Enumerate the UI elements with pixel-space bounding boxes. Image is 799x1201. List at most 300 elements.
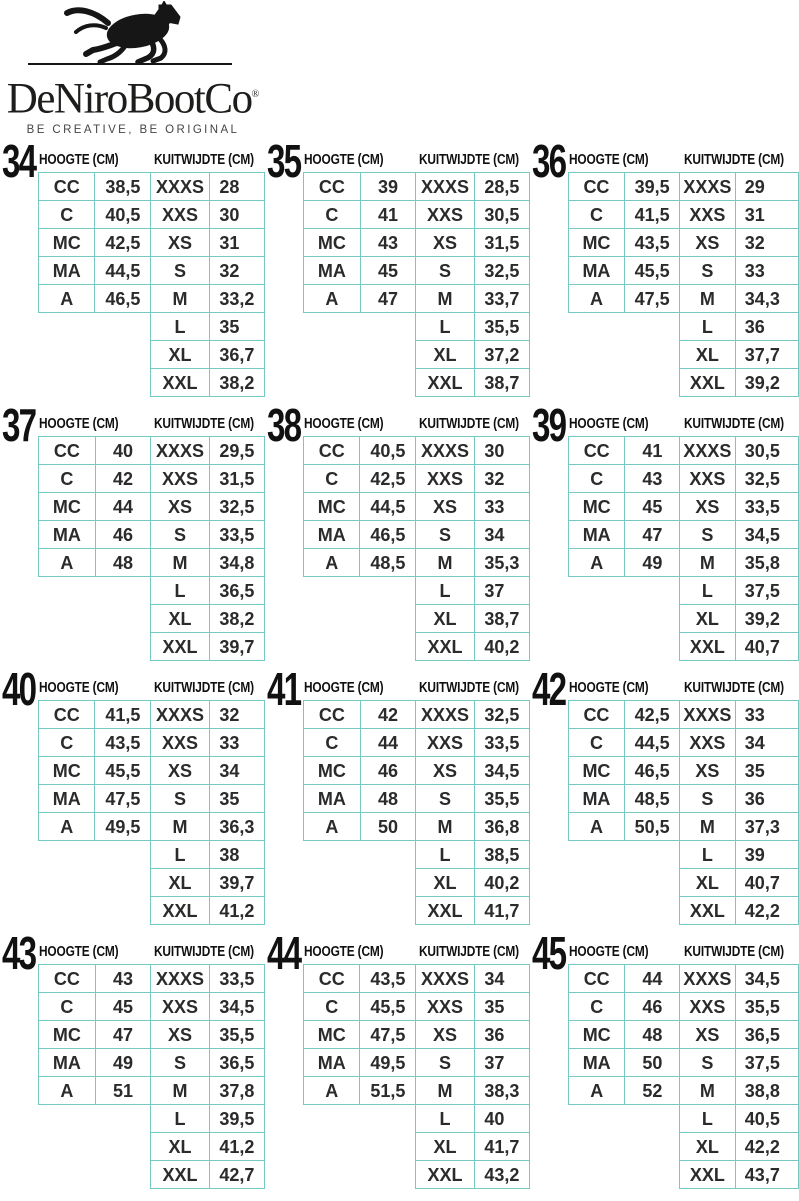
calf-value: 38,2 bbox=[210, 369, 265, 397]
table-row bbox=[39, 965, 151, 993]
calf-row-label: XS bbox=[679, 1021, 735, 1049]
calf-row-label: S bbox=[415, 521, 475, 549]
height-value: 46,5 bbox=[624, 757, 679, 785]
table-row bbox=[39, 813, 151, 841]
height-row-label: MC bbox=[569, 229, 625, 257]
height-row-label: MC bbox=[304, 757, 361, 785]
height-row-label: MC bbox=[39, 1021, 96, 1049]
table-row bbox=[150, 813, 264, 841]
height-table-header: HOOGTE (CM) bbox=[569, 944, 649, 960]
table-row bbox=[304, 965, 416, 993]
height-value: 44,5 bbox=[95, 257, 151, 285]
table-row bbox=[415, 229, 529, 257]
calf-value: 36,5 bbox=[210, 1049, 265, 1077]
calf-table-header: KUITWIJDTE (CM) bbox=[419, 680, 519, 696]
calf-value: 31 bbox=[210, 229, 265, 257]
table-row bbox=[679, 757, 798, 785]
calf-row-label: L bbox=[679, 313, 735, 341]
table-row bbox=[569, 1049, 680, 1077]
height-row-label: MA bbox=[304, 1049, 360, 1077]
height-row-label: C bbox=[304, 729, 361, 757]
calf-value: 28 bbox=[210, 173, 265, 201]
table-row bbox=[415, 577, 529, 605]
calf-row-label: XS bbox=[679, 493, 735, 521]
calf-value: 41,7 bbox=[475, 1133, 530, 1161]
height-row-label: MA bbox=[304, 521, 360, 549]
calf-value: 30 bbox=[475, 437, 530, 465]
calf-value: 37,5 bbox=[735, 1049, 798, 1077]
calf-row-label: XXS bbox=[415, 729, 475, 757]
calf-value: 34,5 bbox=[735, 521, 798, 549]
height-row-label: MA bbox=[39, 257, 95, 285]
table-row bbox=[150, 701, 264, 729]
table-row bbox=[304, 493, 416, 521]
calf-row-label: XL bbox=[679, 605, 735, 633]
table-row bbox=[415, 465, 529, 493]
size-chart-grid bbox=[0, 135, 799, 1201]
table-row bbox=[304, 729, 416, 757]
table-row bbox=[39, 201, 151, 229]
size-tables bbox=[568, 700, 799, 925]
table-row bbox=[679, 437, 798, 465]
table-row bbox=[150, 757, 264, 785]
calf-value: 35 bbox=[210, 313, 265, 341]
table-row bbox=[415, 1133, 529, 1161]
height-value: 40,5 bbox=[360, 437, 416, 465]
table-row bbox=[679, 465, 798, 493]
calf-value: 39,7 bbox=[210, 633, 265, 661]
calf-row-label: XXXS bbox=[415, 965, 475, 993]
size-number: 42 bbox=[532, 663, 566, 715]
table-row bbox=[679, 369, 798, 397]
height-row-label: A bbox=[569, 549, 625, 577]
calf-row-label: XS bbox=[415, 757, 475, 785]
height-value: 46 bbox=[95, 521, 151, 549]
table-row bbox=[679, 1161, 798, 1189]
height-value: 51 bbox=[95, 1077, 151, 1105]
calf-value: 29 bbox=[735, 173, 798, 201]
table-row bbox=[415, 549, 529, 577]
calf-table-header: KUITWIJDTE (CM) bbox=[684, 152, 784, 168]
height-value: 38,5 bbox=[95, 173, 151, 201]
calf-row-label: S bbox=[150, 257, 210, 285]
table-row bbox=[150, 729, 264, 757]
calf-value: 36,8 bbox=[475, 813, 530, 841]
height-value: 48,5 bbox=[624, 785, 679, 813]
table-row bbox=[679, 1105, 798, 1133]
calf-value: 39,2 bbox=[735, 369, 798, 397]
size-number: 45 bbox=[532, 927, 566, 979]
calf-row-label: XXL bbox=[679, 897, 735, 925]
calf-value: 32 bbox=[735, 229, 798, 257]
table-row bbox=[679, 729, 798, 757]
table-row bbox=[415, 993, 529, 1021]
size-number: 43 bbox=[2, 927, 36, 979]
calf-row-label: XL bbox=[150, 605, 210, 633]
height-row-label: CC bbox=[569, 437, 625, 465]
table-row bbox=[569, 993, 680, 1021]
calf-row-label: S bbox=[679, 1049, 735, 1077]
size-tables bbox=[568, 964, 799, 1189]
height-value: 41,5 bbox=[95, 701, 151, 729]
calf-value: 34 bbox=[475, 965, 530, 993]
galloping-horse-icon bbox=[50, 1, 210, 65]
calf-row-label: XL bbox=[415, 605, 475, 633]
calf-row-label: XXS bbox=[150, 465, 210, 493]
height-table-header: HOOGTE (CM) bbox=[39, 416, 119, 432]
calf-table bbox=[415, 436, 530, 661]
calf-row-label: L bbox=[415, 841, 475, 869]
table-row bbox=[679, 897, 798, 925]
calf-row-label: XXL bbox=[415, 897, 475, 925]
table-row bbox=[150, 1077, 264, 1105]
table-row bbox=[415, 701, 529, 729]
calf-value: 33 bbox=[735, 701, 798, 729]
table-row bbox=[679, 173, 798, 201]
size-number: 37 bbox=[2, 399, 36, 451]
calf-value: 42,7 bbox=[210, 1161, 265, 1189]
height-table-header: HOOGTE (CM) bbox=[304, 416, 384, 432]
table-row bbox=[39, 521, 151, 549]
height-row-label: C bbox=[569, 201, 625, 229]
brand-tagline: BE CREATIVE, BE ORIGINAL bbox=[26, 124, 240, 136]
table-row bbox=[150, 1105, 264, 1133]
calf-value: 35,5 bbox=[475, 785, 530, 813]
table-row bbox=[304, 257, 416, 285]
height-row-label: MA bbox=[39, 1049, 96, 1077]
height-row-label: MC bbox=[304, 493, 360, 521]
table-row bbox=[150, 577, 264, 605]
table-row bbox=[39, 229, 151, 257]
table-row bbox=[679, 965, 798, 993]
height-value: 50 bbox=[360, 813, 416, 841]
calf-row-label: S bbox=[150, 1049, 210, 1077]
table-row bbox=[679, 633, 798, 661]
table-row bbox=[150, 201, 264, 229]
height-row-label: C bbox=[304, 465, 360, 493]
height-row-label: MC bbox=[304, 1021, 360, 1049]
calf-row-label: M bbox=[415, 1077, 475, 1105]
height-table-header: HOOGTE (CM) bbox=[39, 944, 119, 960]
table-row bbox=[39, 285, 151, 313]
height-row-label: CC bbox=[39, 965, 96, 993]
calf-value: 38,7 bbox=[475, 369, 530, 397]
calf-value: 33,5 bbox=[210, 965, 265, 993]
calf-row-label: XS bbox=[415, 1021, 475, 1049]
table-row bbox=[415, 173, 529, 201]
table-row bbox=[39, 993, 151, 1021]
table-row bbox=[304, 201, 416, 229]
size-block bbox=[265, 927, 530, 1201]
height-row-label: A bbox=[39, 285, 95, 313]
calf-row-label: XS bbox=[415, 229, 475, 257]
table-row bbox=[415, 521, 529, 549]
table-row bbox=[415, 437, 529, 465]
height-value: 39,5 bbox=[624, 173, 679, 201]
height-value: 44,5 bbox=[360, 493, 416, 521]
calf-row-label: XXS bbox=[415, 993, 475, 1021]
calf-value: 31 bbox=[735, 201, 798, 229]
calf-row-label: XS bbox=[150, 1021, 210, 1049]
height-value: 41 bbox=[625, 437, 680, 465]
table-row bbox=[304, 813, 416, 841]
table-row bbox=[569, 1021, 680, 1049]
size-tables bbox=[38, 964, 265, 1189]
calf-row-label: XXL bbox=[679, 369, 735, 397]
height-value: 46,5 bbox=[95, 285, 151, 313]
table-row bbox=[39, 1021, 151, 1049]
calf-row-label: XL bbox=[415, 1133, 475, 1161]
calf-value: 36,5 bbox=[735, 1021, 798, 1049]
height-row-label: C bbox=[569, 993, 625, 1021]
table-row bbox=[304, 1077, 416, 1105]
calf-row-label: L bbox=[415, 577, 475, 605]
table-row bbox=[150, 549, 264, 577]
table-row bbox=[569, 285, 680, 313]
table-row bbox=[150, 369, 264, 397]
height-value: 42,5 bbox=[624, 701, 679, 729]
size-tables bbox=[38, 172, 265, 397]
height-value: 45,5 bbox=[360, 993, 416, 1021]
calf-row-label: M bbox=[679, 285, 735, 313]
registered-mark: ® bbox=[251, 89, 260, 100]
height-row-label: CC bbox=[304, 701, 361, 729]
height-row-label: MC bbox=[569, 1021, 625, 1049]
brand-logo bbox=[0, 0, 266, 145]
table-row bbox=[679, 785, 798, 813]
height-table bbox=[38, 700, 151, 841]
table-row bbox=[679, 577, 798, 605]
table-row bbox=[569, 1077, 680, 1105]
calf-value: 40,2 bbox=[475, 633, 530, 661]
calf-value: 36 bbox=[735, 785, 798, 813]
calf-table-header: KUITWIJDTE (CM) bbox=[419, 944, 519, 960]
height-value: 47,5 bbox=[95, 785, 151, 813]
height-value: 41 bbox=[360, 201, 416, 229]
size-number: 39 bbox=[532, 399, 566, 451]
table-row bbox=[569, 701, 680, 729]
calf-row-label: XXXS bbox=[679, 173, 735, 201]
size-number: 35 bbox=[267, 135, 301, 187]
size-block bbox=[530, 663, 799, 937]
table-row bbox=[150, 1133, 264, 1161]
table-row bbox=[150, 993, 264, 1021]
table-row bbox=[150, 897, 264, 925]
table-row bbox=[304, 437, 416, 465]
calf-value: 32 bbox=[210, 257, 265, 285]
height-row-label: MC bbox=[569, 493, 625, 521]
height-table bbox=[38, 964, 151, 1105]
height-table bbox=[303, 172, 416, 313]
height-row-label: MA bbox=[39, 521, 96, 549]
table-row bbox=[679, 869, 798, 897]
calf-table bbox=[679, 964, 799, 1189]
table-row bbox=[569, 521, 680, 549]
height-row-label: CC bbox=[39, 701, 95, 729]
calf-row-label: XXS bbox=[150, 729, 210, 757]
calf-value: 43,7 bbox=[735, 1161, 798, 1189]
height-table-header: HOOGTE (CM) bbox=[39, 152, 119, 168]
calf-value: 37,5 bbox=[735, 577, 798, 605]
height-row-label: A bbox=[39, 813, 95, 841]
calf-table bbox=[415, 700, 530, 925]
calf-value: 33,7 bbox=[475, 285, 530, 313]
calf-row-label: M bbox=[679, 813, 735, 841]
calf-value: 35 bbox=[475, 993, 530, 1021]
calf-value: 35 bbox=[735, 757, 798, 785]
table-row bbox=[679, 341, 798, 369]
height-value: 42 bbox=[95, 465, 151, 493]
calf-row-label: M bbox=[150, 1077, 210, 1105]
calf-value: 28,5 bbox=[475, 173, 530, 201]
size-block bbox=[530, 927, 799, 1201]
table-row bbox=[415, 841, 529, 869]
height-row-label: C bbox=[569, 729, 625, 757]
calf-row-label: XXL bbox=[150, 897, 210, 925]
height-value: 46 bbox=[625, 993, 680, 1021]
height-table-header: HOOGTE (CM) bbox=[304, 680, 384, 696]
table-row bbox=[150, 493, 264, 521]
height-row-label: MC bbox=[304, 229, 361, 257]
table-row bbox=[415, 965, 529, 993]
table-row bbox=[679, 1077, 798, 1105]
calf-row-label: XL bbox=[679, 341, 735, 369]
calf-value: 40,7 bbox=[735, 869, 798, 897]
height-row-label: MA bbox=[304, 785, 361, 813]
height-value: 48 bbox=[95, 549, 151, 577]
size-number: 36 bbox=[532, 135, 566, 187]
height-row-label: MA bbox=[304, 257, 361, 285]
calf-table bbox=[679, 700, 799, 925]
calf-value: 33,5 bbox=[475, 729, 530, 757]
calf-value: 33 bbox=[475, 493, 530, 521]
calf-row-label: M bbox=[415, 813, 475, 841]
table-row bbox=[415, 285, 529, 313]
table-row bbox=[679, 701, 798, 729]
table-row bbox=[415, 341, 529, 369]
table-row bbox=[679, 605, 798, 633]
calf-row-label: XXXS bbox=[150, 965, 210, 993]
calf-row-label: XXXS bbox=[415, 701, 475, 729]
height-row-label: A bbox=[304, 813, 361, 841]
table-row bbox=[150, 437, 264, 465]
height-value: 43 bbox=[95, 965, 151, 993]
table-row bbox=[39, 257, 151, 285]
calf-value: 34,5 bbox=[210, 993, 265, 1021]
height-row-label: A bbox=[39, 1077, 96, 1105]
table-row bbox=[150, 229, 264, 257]
calf-value: 41,2 bbox=[210, 897, 265, 925]
height-value: 48 bbox=[625, 1021, 680, 1049]
table-row bbox=[415, 897, 529, 925]
height-row-label: CC bbox=[569, 965, 625, 993]
logo-ground-line bbox=[28, 63, 232, 65]
calf-row-label: XL bbox=[150, 1133, 210, 1161]
table-row bbox=[569, 173, 680, 201]
table-row bbox=[415, 1161, 529, 1189]
calf-row-label: XXS bbox=[415, 201, 475, 229]
height-row-label: C bbox=[39, 465, 96, 493]
table-row bbox=[569, 493, 680, 521]
calf-row-label: XS bbox=[679, 229, 735, 257]
calf-value: 38 bbox=[210, 841, 265, 869]
height-row-label: A bbox=[304, 1077, 360, 1105]
calf-row-label: XL bbox=[415, 869, 475, 897]
table-row bbox=[415, 369, 529, 397]
height-row-label: A bbox=[304, 549, 360, 577]
calf-value: 38,5 bbox=[475, 841, 530, 869]
table-row bbox=[415, 605, 529, 633]
table-row bbox=[415, 1049, 529, 1077]
table-row bbox=[150, 841, 264, 869]
calf-value: 32 bbox=[210, 701, 265, 729]
table-row bbox=[150, 173, 264, 201]
height-value: 40,5 bbox=[95, 201, 151, 229]
calf-row-label: S bbox=[679, 257, 735, 285]
table-row bbox=[39, 549, 151, 577]
calf-row-label: XL bbox=[415, 341, 475, 369]
table-row bbox=[150, 313, 264, 341]
height-value: 39 bbox=[360, 173, 416, 201]
calf-value: 34 bbox=[210, 757, 265, 785]
height-value: 47 bbox=[95, 1021, 151, 1049]
height-row-label: CC bbox=[304, 437, 360, 465]
calf-table-header: KUITWIJDTE (CM) bbox=[419, 416, 519, 432]
calf-value: 35,5 bbox=[210, 1021, 265, 1049]
table-row bbox=[304, 173, 416, 201]
table-row bbox=[415, 1077, 529, 1105]
calf-row-label: L bbox=[150, 577, 210, 605]
table-row bbox=[39, 465, 151, 493]
calf-table-header: KUITWIJDTE (CM) bbox=[419, 152, 519, 168]
calf-row-label: XXXS bbox=[679, 965, 735, 993]
height-table bbox=[38, 436, 151, 577]
calf-value: 36 bbox=[475, 1021, 530, 1049]
height-row-label: CC bbox=[304, 965, 360, 993]
brand-wordmark: DeNiroBootCo® bbox=[6, 75, 260, 123]
calf-value: 34 bbox=[735, 729, 798, 757]
calf-value: 39 bbox=[735, 841, 798, 869]
table-row bbox=[569, 257, 680, 285]
height-table bbox=[568, 436, 680, 577]
size-number: 38 bbox=[267, 399, 301, 451]
calf-value: 35,3 bbox=[475, 549, 530, 577]
table-row bbox=[679, 201, 798, 229]
calf-value: 33,5 bbox=[735, 493, 798, 521]
size-block bbox=[0, 399, 265, 673]
height-value: 50 bbox=[625, 1049, 680, 1077]
table-row bbox=[679, 521, 798, 549]
height-table-header: HOOGTE (CM) bbox=[39, 680, 119, 696]
height-value: 45 bbox=[625, 493, 680, 521]
height-row-label: C bbox=[304, 201, 361, 229]
height-value: 46 bbox=[360, 757, 416, 785]
height-value: 44,5 bbox=[624, 729, 679, 757]
table-row bbox=[150, 785, 264, 813]
calf-row-label: M bbox=[150, 549, 210, 577]
size-block bbox=[0, 135, 265, 409]
height-table-header: HOOGTE (CM) bbox=[304, 944, 384, 960]
calf-table bbox=[679, 436, 799, 661]
height-row-label: MC bbox=[569, 757, 625, 785]
size-tables bbox=[38, 700, 265, 925]
size-tables bbox=[303, 964, 530, 1189]
size-block bbox=[265, 663, 530, 937]
calf-row-label: XXS bbox=[415, 465, 475, 493]
height-value: 43 bbox=[360, 229, 416, 257]
calf-row-label: S bbox=[415, 785, 475, 813]
calf-table bbox=[679, 172, 799, 397]
